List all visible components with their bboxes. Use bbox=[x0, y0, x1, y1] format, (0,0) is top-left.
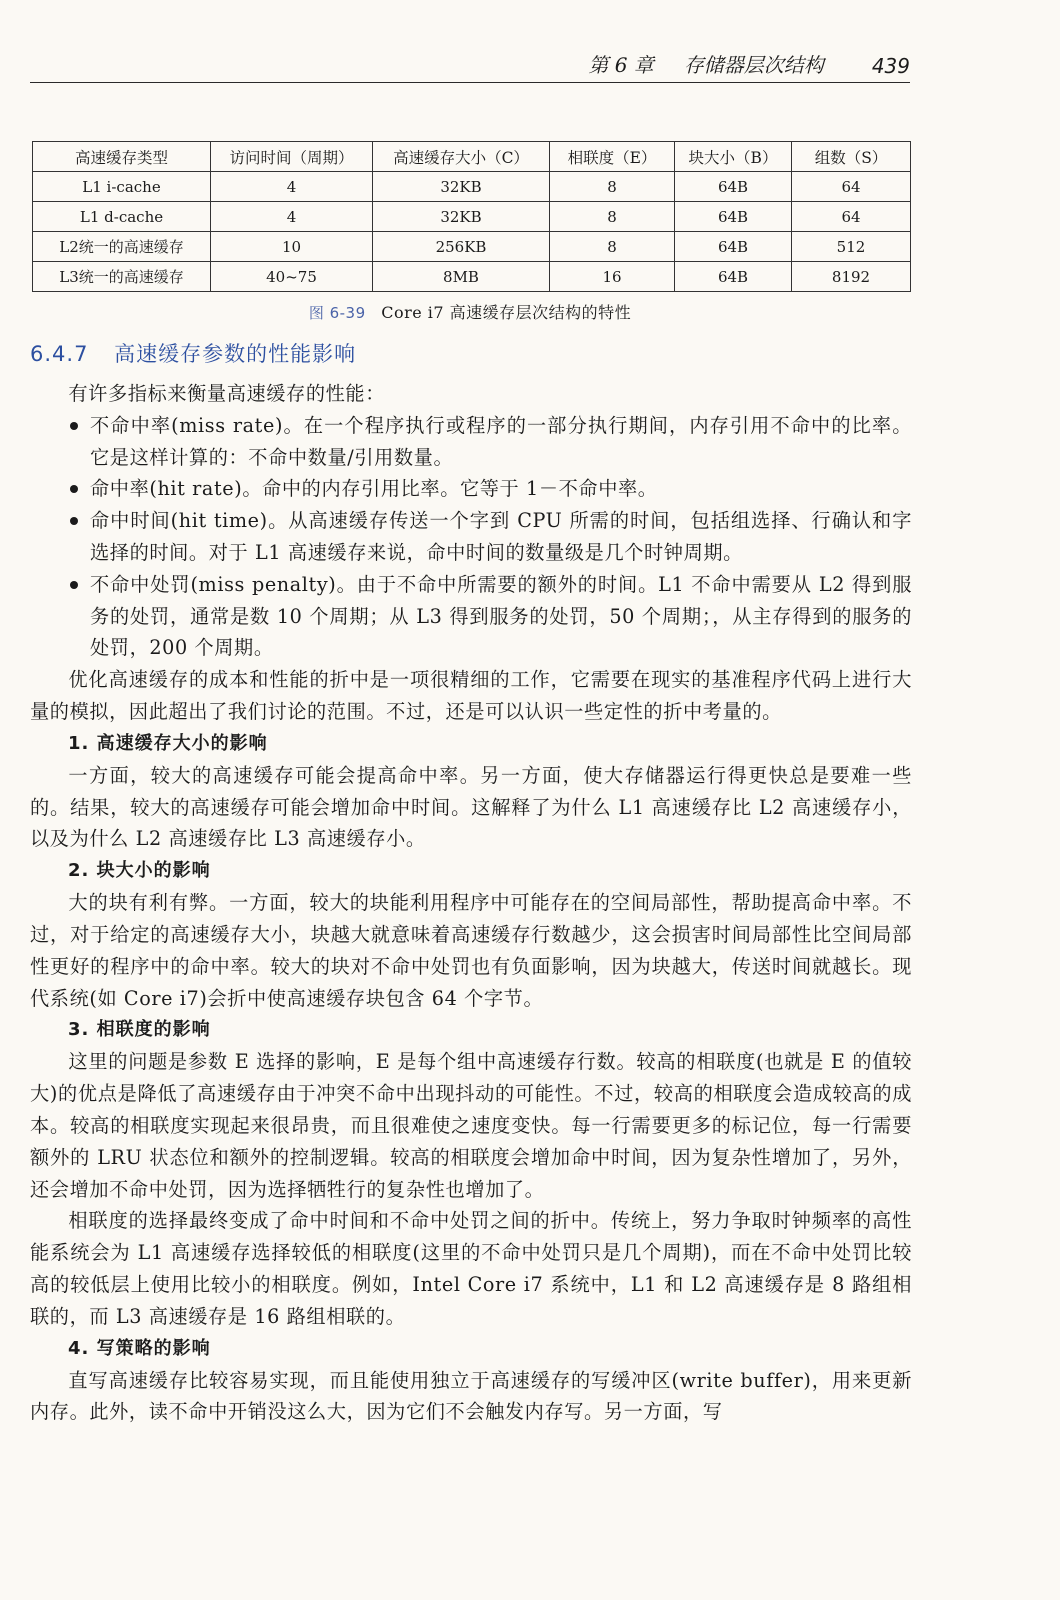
table-cell: 64 bbox=[792, 202, 911, 232]
chapter-title: 存储器层次结构 bbox=[683, 53, 824, 77]
table-cell: 64B bbox=[675, 202, 792, 232]
table-header-cell: 高速缓存类型 bbox=[33, 142, 211, 172]
table-cell: 256KB bbox=[373, 232, 550, 262]
table-row bbox=[33, 232, 911, 262]
table-cell: 8 bbox=[550, 232, 675, 262]
table-header-cell: 访问时间（周期） bbox=[211, 142, 373, 172]
list-item-text: 不命中处罚(miss penalty)。由于不命中所需要的额外的时间。L1 不命中需要从 L2 得到服务的处罚，通常是数 10 个周期；从 L3 得到服务的处罚，50 个周期；，从主存得到的服务的处罚，200 个周期。 bbox=[90, 572, 912, 660]
table-cell: L3统一的高速缓存 bbox=[33, 262, 211, 292]
table-cell: 16 bbox=[550, 262, 675, 292]
list-item bbox=[30, 505, 912, 569]
write-policy-paragraph: 直写高速缓存比较容易实现，而且能使用独立于高速缓存的写缓冲区(write buffer)，用来更新内存。此外，读不命中开销没这么大，因为它们不会触发内存写。另一方面，写 bbox=[30, 1368, 912, 1424]
bullet-dot-icon bbox=[70, 581, 78, 589]
table-cell: 10 bbox=[211, 232, 373, 262]
table-cell: 64B bbox=[675, 262, 792, 292]
section-number: 6.4.7 bbox=[30, 342, 89, 366]
table-header-cell: 块大小（B） bbox=[675, 142, 792, 172]
page-number: 439 bbox=[871, 54, 910, 78]
chapter-label: 第 6 章 bbox=[588, 53, 654, 77]
table-cell: 32KB bbox=[373, 172, 550, 202]
bullet-dot-icon bbox=[70, 422, 78, 430]
subsection-heading-cache-size: 1. 高速缓存大小的影响 bbox=[68, 732, 268, 754]
cache-spec-table bbox=[32, 141, 911, 292]
table-cell: L1 i-cache bbox=[33, 172, 211, 202]
bullet-dot-icon bbox=[70, 485, 78, 493]
figure-caption-text: Core i7 高速缓存层次结构的特性 bbox=[381, 303, 632, 322]
figure-number: 图 6-39 bbox=[308, 304, 366, 322]
subsection-heading-associativity: 3. 相联度的影响 bbox=[68, 1019, 211, 1041]
table-header-cell: 高速缓存大小（C） bbox=[373, 142, 550, 172]
running-header bbox=[30, 42, 910, 83]
table-header-cell: 组数（S） bbox=[792, 142, 911, 172]
list-item bbox=[30, 473, 912, 505]
table-row bbox=[33, 172, 911, 202]
section-title: 高速缓存参数的性能影响 bbox=[114, 342, 357, 366]
table-cell: L1 d-cache bbox=[33, 202, 211, 232]
table-cell: L2统一的高速缓存 bbox=[33, 232, 211, 262]
table-cell: 64 bbox=[792, 172, 911, 202]
associativity-paragraph-1: 这里的问题是参数 E 选择的影响，E 是每个组中高速缓存行数。较高的相联度(也就是 E 的值较大)的优点是降低了高速缓存由于冲突不命中出现抖动的可能性。不过，较高的相联度会造成较高的成本。较高的相联度实现起来很昂贵，而且很难使之速度变快。每一行需要更多的标记位，每一行需要额外的 LRU 状态位和额外的控制逻辑。较高的相联度会增加命中时间，因为复杂性增加了，另外，还会增加不命中处罚，因为选择牺牲行的复杂性也增加了。 bbox=[30, 1050, 912, 1201]
table-row bbox=[33, 202, 911, 232]
subsection-heading-write-policy: 4. 写策略的影响 bbox=[68, 1337, 211, 1359]
associativity-paragraph-2: 相联度的选择最终变成了命中时间和不命中处罚之间的折中。传统上，努力争取时钟频率的高性能系统会为 L1 高速缓存选择较低的相联度(这里的不命中处罚只是几个周期)，而在不命中处罚比较高的较低层上使用比较小的相联度。例如，Intel Core i7 系统中，L1 和 L2 高速缓存是 8 路组相联的，而 L3 高速缓存是 16 路组相联的。 bbox=[30, 1209, 912, 1328]
table-cell: 64B bbox=[675, 232, 792, 262]
list-item bbox=[30, 569, 912, 664]
intro-paragraph: 有许多指标来衡量高速缓存的性能： bbox=[68, 382, 385, 405]
table-cell: 32KB bbox=[373, 202, 550, 232]
bullet-dot-icon bbox=[70, 517, 78, 525]
subsection-heading-block-size: 2. 块大小的影响 bbox=[68, 860, 211, 882]
table-cell: 4 bbox=[211, 172, 373, 202]
tradeoff-paragraph: 优化高速缓存的成本和性能的折中是一项很精细的工作，它需要在现实的基准程序代码上进行大量的模拟，因此超出了我们讨论的范围。不过，还是可以认识一些定性的折中考量的。 bbox=[30, 668, 912, 723]
table-cell: 4 bbox=[211, 202, 373, 232]
table-cell: 8192 bbox=[792, 262, 911, 292]
figure-caption bbox=[0, 300, 940, 323]
list-item-text: 命中时间(hit time)。从高速缓存传送一个字到 CPU 所需的时间，包括组选择、行确认和字选择的时间。对于 L1 高速缓存来说，命中时间的数量级是几个时钟周期。 bbox=[90, 509, 912, 564]
table-header-row bbox=[33, 142, 911, 172]
block-size-paragraph: 大的块有利有弊。一方面，较大的块能利用程序中可能存在的空间局部性，帮助提高命中率。不过，对于给定的高速缓存大小，块越大就意味着高速缓存行数越少，这会损害时间局部性比空间局部性更好的程序中的命中率。较大的块对不命中处罚也有负面影响，因为块越大，传送时间就越长。现代系统(如 Core i7)会折中使高速缓存块包含 64 个字节。 bbox=[30, 891, 912, 1010]
body-text bbox=[30, 378, 912, 1428]
cache-size-paragraph: 一方面，较大的高速缓存可能会提高命中率。另一方面，使大存储器运行得更快总是要难一些的。结果，较大的高速缓存可能会增加命中时间。这解释了为什么 L1 高速缓存比 L2 高速缓存小，以及为什么 L2 高速缓存比 L3 高速缓存小。 bbox=[30, 763, 912, 851]
table-cell: 64B bbox=[675, 172, 792, 202]
section-heading bbox=[30, 338, 356, 368]
table-cell: 8 bbox=[550, 172, 675, 202]
table-row bbox=[33, 262, 911, 292]
list-item-text: 不命中率(miss rate)。在一个程序执行或程序的一部分执行期间，内存引用不命中的比率。它是这样计算的：不命中数量/引用数量。 bbox=[90, 413, 912, 469]
table-cell: 40~75 bbox=[211, 262, 373, 292]
table-cell: 8 bbox=[550, 202, 675, 232]
table-cell: 8MB bbox=[373, 262, 550, 292]
table-cell: 512 bbox=[792, 232, 911, 262]
table-header-cell: 相联度（E） bbox=[550, 142, 675, 172]
list-item-text: 命中率(hit rate)。命中的内存引用比率。它等于 1－不命中率。 bbox=[90, 477, 658, 501]
list-item bbox=[30, 410, 912, 474]
